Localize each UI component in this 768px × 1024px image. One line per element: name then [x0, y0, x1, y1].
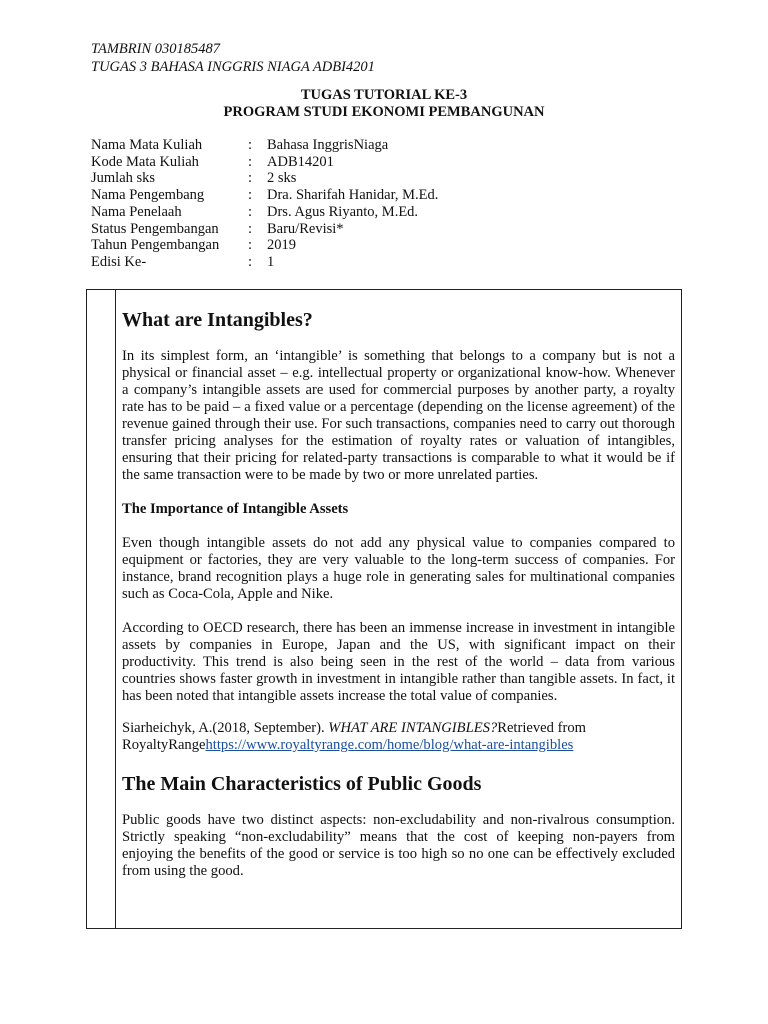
citation: [122, 720, 675, 754]
info-value: Dra. Sharifah Hanidar, M.Ed.: [267, 187, 439, 204]
citation-title: WHAT ARE INTANGIBLES?: [328, 720, 498, 736]
info-label: Status Pengembangan: [91, 220, 219, 237]
course-info-table: [91, 137, 438, 271]
info-label: Kode Mata Kuliah: [91, 153, 199, 170]
info-separator: :: [248, 137, 253, 153]
info-separator: :: [248, 237, 253, 254]
info-label: Nama Mata Kuliah: [91, 137, 203, 153]
course-info-row: [91, 221, 438, 238]
info-separator: :: [248, 153, 253, 170]
student-id-line: TAMBRIN 030185487: [91, 41, 221, 57]
info-value: ADB14201: [267, 153, 334, 170]
info-value: Bahasa InggrisNiaga: [267, 137, 389, 153]
info-value: Baru/Revisi*: [267, 220, 344, 237]
title-line-2: PROGRAM STUDI EKONOMI PEMBANGUNAN: [223, 104, 545, 120]
document-title: [0, 87, 768, 121]
citation-author: Siarheichyk, A.(2018, September).: [122, 720, 329, 736]
info-value: 2019: [267, 237, 296, 254]
info-separator: :: [248, 187, 253, 204]
info-separator: :: [248, 203, 253, 220]
info-value: 2 sks: [267, 170, 297, 187]
info-label: Nama Penelaah: [91, 203, 182, 220]
document-header: [91, 40, 375, 76]
article-content: [122, 306, 675, 880]
info-separator: :: [248, 220, 253, 237]
info-value: Drs. Agus Riyanto, M.Ed.: [267, 203, 419, 220]
info-value: 1: [267, 253, 275, 270]
subheading-importance: The Importance of Intangible Assets: [122, 501, 349, 517]
course-info-row: [91, 254, 438, 271]
title-line-1: TUGAS TUTORIAL KE-3: [300, 87, 468, 103]
info-separator: :: [248, 253, 253, 270]
course-info-row: [91, 187, 438, 204]
course-info-row: [91, 204, 438, 221]
citation-retrieved: Retrieved from RoyaltyRange: [122, 720, 586, 753]
course-info-row: [91, 137, 438, 154]
paragraph-importance: Even though intangible assets do not add any physical value to companies compared to equipment or factories, they are very valuable to the long-term success of companies. For instance, brand recognition plays a huge role in generating sales for multinational companies such as Coca-Cola, Apple and Nike.: [122, 535, 675, 602]
info-label: Tahun Pengembangan: [91, 237, 220, 254]
paragraph-intangibles-definition: In its simplest form, an ‘intangible’ is something that belongs to a company but is not a physical or financial asset – e.g. intellectual property or organizational know-how. Whenever a company’s intangible assets are used for commercial purposes by another party, a royalty rate has to be paid – a fixed value or a percentage (depending on the license agreement) of the revenue gained through their use. For such transactions, companies need to carry out thorough transfer pricing analyses for the estimation of royalty rates or valuation of intangibles, ensuring that their pricing for related-party transactions is comparable to what it would be if the same transaction were to be made by two or more unrelated parties.: [122, 348, 675, 483]
info-label: Jumlah sks: [91, 170, 156, 187]
box-divider: [115, 290, 116, 928]
course-info-row: [91, 170, 438, 187]
course-info-row: [91, 154, 438, 171]
citation-link[interactable]: https://www.royaltyrange.com/home/blog/what-are-intangibles: [205, 737, 574, 753]
paragraph-public-goods: Public goods have two distinct aspects: non-excludability and non-rivalrous consumption. Strictly speaking “non-excludability” means that the cost of keeping non-payers from enjoying the benefits of the good or service is too high so no one can be effectively excluded from using the good.: [122, 812, 675, 879]
info-label: Nama Pengembang: [91, 187, 205, 204]
assignment-line: TUGAS 3 BAHASA INGGRIS NIAGA ADBI4201: [91, 59, 375, 75]
heading-intangibles: What are Intangibles?: [122, 309, 313, 331]
heading-public-goods: The Main Characteristics of Public Goods: [122, 773, 482, 795]
info-separator: :: [248, 170, 253, 187]
info-label: Edisi Ke-: [91, 253, 147, 270]
paragraph-oecd: According to OECD research, there has been an immense increase in investment in intangible assets by companies in Europe, Japan and the US, with significant impact on their productivity. This trend is also being seen in the rest of the world – data from various countries shows faster growth in investment in intangible rather than tangible assets. In fact, it has been noted that intangible assets increase the total value of companies.: [122, 620, 675, 704]
course-info-row: [91, 237, 438, 254]
